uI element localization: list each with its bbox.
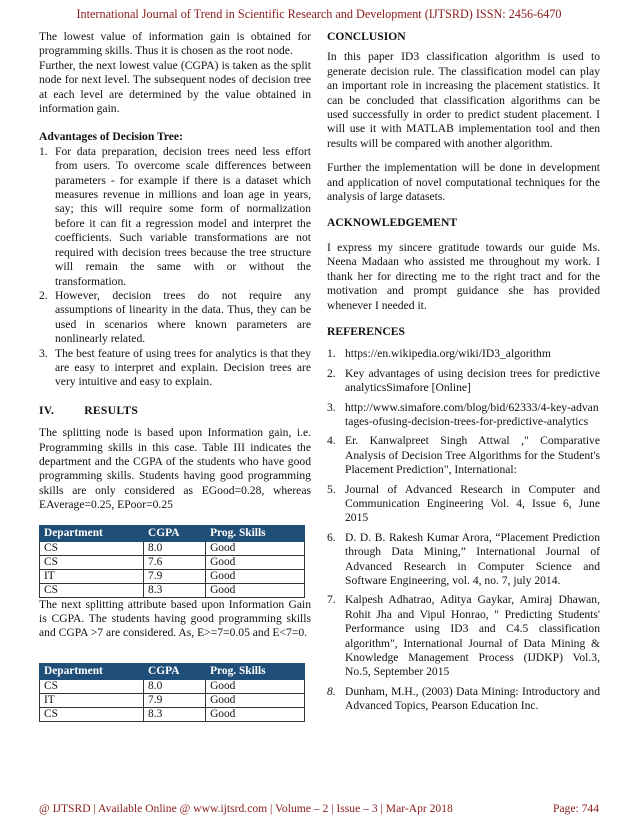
- conclusion-paragraph-1: In this paper ID3 classification algorithm is used to generate decision rule. The classification model can play an important role in increasing the placement statistics. It can be concluded that classification algorithms can be used successfully in order to predict student placement. I will use it with MATLAB implementation tool and then results will be compared with another algorithm.: [327, 50, 600, 150]
- list-item: 3. The best feature of using trees for analytics is that they are easy to interpret and explain. Decision trees are very intuitive and easy to explain.: [39, 346, 311, 389]
- conclusion-paragraph-2: Further the implementation will be done in development and application of novel computational techniques for the analysis of large datasets.: [327, 161, 600, 204]
- footer-info: @ IJTSRD | Available Online @ www.ijtsrd.com | Volume – 2 | Issue – 3 | Mar-Apr 2018: [39, 802, 453, 815]
- advantages-heading: Advantages of Decision Tree:: [39, 130, 183, 144]
- results-heading: IV. RESULTS: [39, 403, 139, 417]
- conclusion-heading: CONCLUSION: [327, 30, 406, 43]
- advantages-list: [39, 145, 311, 390]
- left-column: [39, 30, 311, 722]
- list-item: 6. D. D. B. Rakesh Kumar Arora, “Placement Prediction through Data Mining,” International Journal of Advanced Research in Computer Science and Software Engineering, vol. 4, no. 7, july 2014.: [327, 530, 600, 587]
- references-list: [327, 347, 600, 713]
- journal-header: International Journal of Trend in Scientific Research and Development (IJTSRD) ISSN: 2456-6470: [76, 7, 562, 21]
- table-iv: [39, 663, 305, 722]
- intro-paragraph-2: Further, the next lowest value (CGPA) is taken as the split node for next level. The subsequent nodes of decision tree at each level are determined by the value obtained in information gain.: [39, 58, 311, 116]
- list-item: 7. Kalpesh Adhatrao, Aditya Gaykar, Amiraj Dhawan, Rohit Jha and Vipul Honrao, " Predicting Students' Performance using ID3 and C4.5 classification algorithm", International Journal of Data Mining & Knowledge Management Process (IJDKP) Vol.3, No.5, September 2015: [327, 593, 600, 679]
- list-item: 1. For data preparation, decision trees need less effort from users. To overcome scale differences between parameters - for example if there is a dataset which measures revenue in millions and loan age in years, say; this will require some form of normalization before it can fit a regression model and interpret the coefficients. Such variable transformations are not required with decision trees because the tree structure will remain the same with or without the transformation.: [39, 144, 311, 288]
- list-item: 2. However, decision trees do not require any assumptions of linearity in the data. Thus, they can be used in scenarios where known parameters are nonlinearly related.: [39, 288, 311, 346]
- list-item: 5. Journal of Advanced Research in Computer and Communication Engineering Vol. 4, Issue 6, June 2015: [327, 482, 600, 525]
- table-row: CS 8.0 Good: [40, 541, 305, 555]
- intro-paragraph-1: The lowest value of information gain is obtained for programming skills. Thus it is chosen as the root node.: [39, 30, 311, 58]
- table-header-cell: Department: [40, 663, 144, 679]
- table-row: CS 8.3 Good: [40, 583, 305, 597]
- right-column: [327, 30, 600, 719]
- table-header-cell: CGPA: [144, 525, 206, 541]
- list-item: 3. http://www.simafore.com/blog/bid/62333/4-key-advantages-ofusing-decision-trees-for-predictive-analytics: [327, 400, 599, 428]
- table-row: CS 8.3 Good: [40, 707, 305, 721]
- acknowledgement-paragraph: I express my sincere gratitude towards our guide Ms. Neena Madaan who assisted me throughout my work. I thank her for directing me to the right tract and for the motivation and prompt guidance she has provided whenever I needed it.: [327, 240, 600, 312]
- table-header-cell: Prog. Skills: [206, 525, 305, 541]
- references-heading: REFERENCES: [327, 324, 405, 338]
- table-header-cell: CGPA: [144, 663, 206, 679]
- table-row: IT 7.9 Good: [40, 693, 305, 707]
- table-row: IT 7.9 Good: [40, 569, 305, 583]
- list-item: 4. Er. Kanwalpreet Singh Attwal ," Comparative Analysis of Decision Tree Algorithms for the Student's Placement Prediction", International:: [327, 434, 600, 477]
- results-paragraph-1: The splitting node is based upon Information gain, i.e. Programming skills in this case. Table III indicates the department and the CGPA of the students who have good programming skills. Students having good programming skills are only considered as EGood=0.28, whereas EAverage=0.25, EPoor=0.25: [39, 426, 311, 512]
- table-row: CS 8.0 Good: [40, 679, 305, 693]
- results-paragraph-2: The next splitting attribute based upon Information Gain is CGPA. The students having good programming skills and CGPA >7 are considered. As, E>=7=0.05 and E<7=0.: [39, 597, 311, 640]
- acknowledgement-heading: ACKNOWLEDGEMENT: [327, 216, 458, 230]
- list-item: 2. Key advantages of using decision trees for predictive analyticsSimafore [Online]: [327, 366, 600, 395]
- page-number: Page: 744: [552, 802, 599, 815]
- table-header-cell: Prog. Skills: [206, 663, 305, 679]
- table-header-cell: Department: [40, 525, 144, 541]
- table-row: CS 7.6 Good: [40, 555, 305, 569]
- list-item: 8. Dunham, M.H., (2003) Data Mining: Introductory and Advanced Topics, Pearson Education Inc.: [327, 684, 600, 713]
- table-iii: [39, 525, 305, 598]
- list-item: 1. https://en.wikipedia.org/wiki/ID3_algorithm: [327, 347, 551, 361]
- page-footer: [39, 802, 599, 815]
